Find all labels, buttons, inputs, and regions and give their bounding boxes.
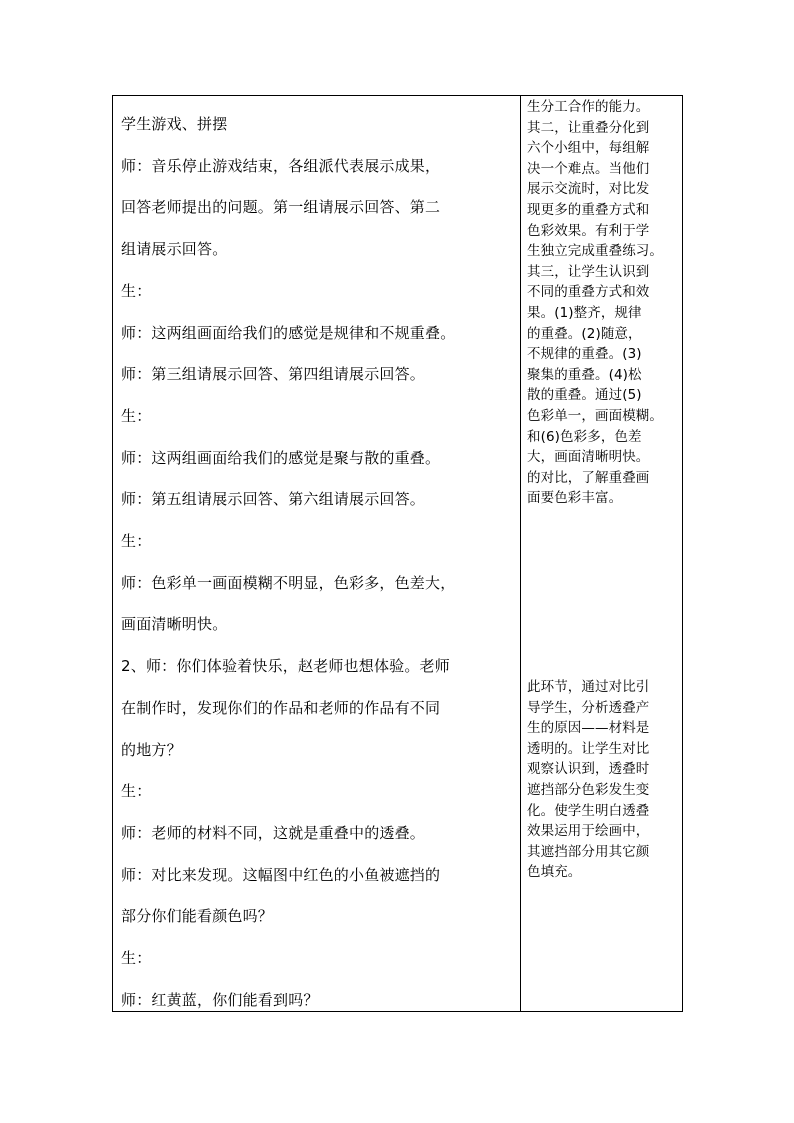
process-line: 师：音乐停止游戏结束，各组派代表展示成果，: [121, 156, 441, 175]
lesson-plan-table: [112, 95, 683, 1012]
process-line: 在制作时，发现你们的作品和老师的作品有不同: [121, 698, 441, 717]
note-line: 其遮挡部分用其它颜: [527, 843, 650, 860]
note-line: 和(6)色彩多，色差: [527, 428, 642, 445]
note-line: 六个小组中，每组解: [527, 140, 650, 157]
process-line: 画面清晰明快。: [121, 615, 228, 634]
note-line: 不同的重叠方式和效: [527, 284, 650, 301]
process-line: 师：这两组画面给我们的感觉是规律和不规重叠。: [121, 323, 456, 342]
note-line: 效果运用于绘画中，: [527, 823, 650, 840]
design-note-transparent-overlap: [527, 677, 679, 883]
process-line: 生：: [121, 949, 152, 968]
note-line: 导学生，分析透叠产: [527, 699, 650, 716]
note-line: 决一个难点。当他们: [527, 160, 650, 177]
design-intent-column: [521, 96, 682, 1011]
note-line: 散的重叠。通过(5): [527, 387, 642, 404]
process-line: 回答老师提出的问题。第一组请展示回答、第二: [121, 198, 441, 217]
note-line: 聚集的重叠。(4)松: [527, 366, 642, 383]
design-note-overlap: [527, 97, 679, 509]
note-line: 果。(1)整齐，规律: [527, 304, 642, 321]
process-line: 师：对比来发现。这幅图中红色的小鱼被遮挡的: [121, 865, 441, 884]
note-line: 色彩单一，画面模糊。: [527, 407, 663, 424]
note-line: 的重叠。(2)随意，: [527, 325, 642, 342]
note-line: 观察认识到，透叠时: [527, 761, 650, 778]
process-line: 生：: [121, 782, 152, 801]
note-line: 此环节，通过对比引: [527, 679, 650, 695]
note-line: 现更多的重叠方式和: [527, 201, 650, 218]
note-line: 透明的。让学生对比: [527, 740, 650, 757]
process-line: 师：第五组请展示回答、第六组请展示回答。: [121, 490, 426, 509]
process-line: 师：红黄蓝，你们能看到吗？: [121, 990, 319, 1009]
process-line: 2、师：你们体验着快乐，赵老师也想体验。老师: [121, 657, 450, 676]
process-line: 部分你们能看颜色吗？: [121, 907, 274, 926]
note-line: 面要色彩丰富。: [527, 490, 623, 507]
process-line: 师：这两组画面给我们的感觉是聚与散的重叠。: [121, 448, 441, 467]
note-line: 不规律的重叠。(3): [527, 346, 642, 363]
process-line: 生：: [121, 532, 152, 551]
teaching-process-column: [113, 96, 521, 1011]
process-line: 师：色彩单一画面模糊不明显，色彩多，色差大，: [121, 573, 456, 592]
process-line: 师：老师的材料不同，这就是重叠中的透叠。: [121, 823, 426, 842]
note-line: 色彩效果。有利于学: [527, 222, 650, 239]
note-line: 展示交流时，对比发: [527, 181, 650, 198]
note-line: 色填充。: [527, 864, 582, 881]
note-line: 的对比，了解重叠画: [527, 469, 650, 486]
note-line: 生独立完成重叠练习。: [527, 243, 663, 260]
note-line: 生的原因——材料是: [527, 720, 650, 737]
process-line: 组请展示回答。: [121, 240, 228, 259]
note-line: 其三，让学生认识到: [527, 263, 650, 280]
process-line: 生：: [121, 406, 152, 425]
process-line: 学生游戏、拼摆: [121, 115, 228, 133]
note-line: 遮挡部分色彩发生变: [527, 781, 650, 798]
process-line: 生：: [121, 281, 152, 300]
process-line: 师：第三组请展示回答、第四组请展示回答。: [121, 365, 426, 384]
note-line: 其二，让重叠分化到: [527, 119, 650, 136]
note-line: 生分工合作的能力。: [527, 99, 650, 115]
note-line: 大，画面清晰明快。: [527, 449, 650, 466]
note-line: 化。使学生明白透叠: [527, 802, 650, 819]
process-line: 的地方？: [121, 740, 182, 759]
